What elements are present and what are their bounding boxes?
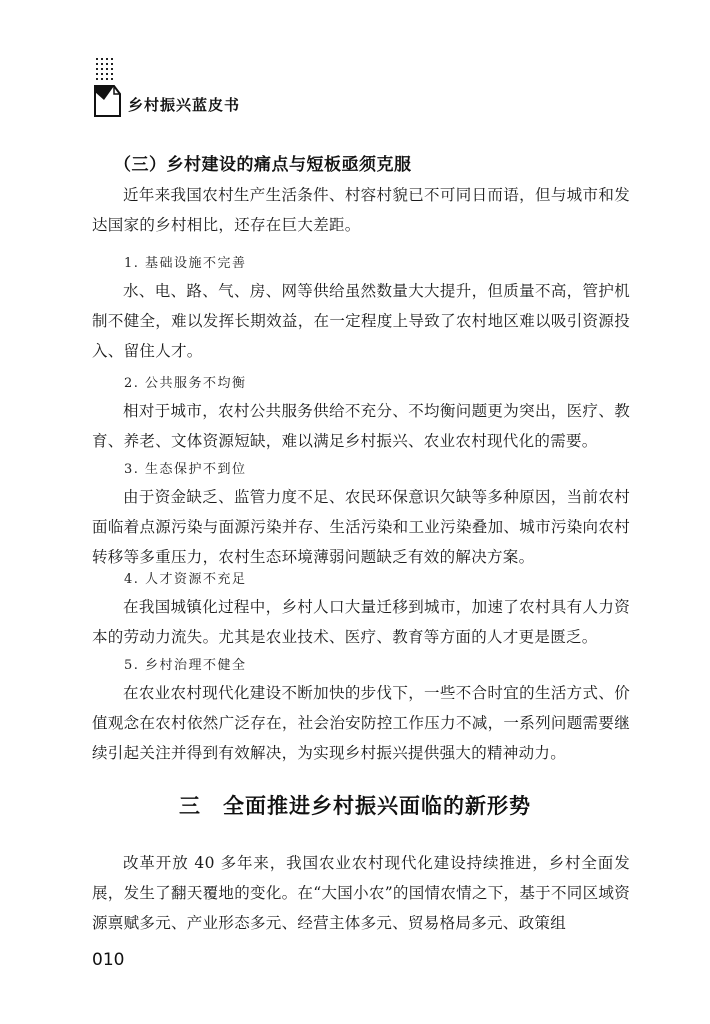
item-text-5: 在农业农村现代化建设不断加快的步伐下，一些不合时宜的生活方式、价值观念在农村依然广泛存在，社会治安防控工作压力不减，一系列问题需要继续引起关注并得到有效解决，为实现乡村振兴提供强大的精神动力。 xyxy=(92,684,630,762)
intro-paragraph: 近年来我国农村生产生活条件、村容村貌已不可同日而语，但与城市和发达国家的乡村相比，还存在巨大差距。 xyxy=(92,186,630,234)
section-paragraph: 改革开放 40 多年来，我国农业农村现代化建设持续推进，乡村全面发展，发生了翻天覆地的变化。在“大国小农”的国情农情之下，基于不同区域资源禀赋多元、产业形态多元、经营主体多元、贸易格局多元、政策组 xyxy=(92,854,630,932)
running-header xyxy=(92,58,392,118)
item-heading-5: 5. 乡村治理不健全 xyxy=(124,658,247,673)
item-text-2: 相对于城市，农村公共服务供给不充分、不均衡问题更为突出，医疗、教育、养老、文体资源短缺，难以满足乡村振兴、农业农村现代化的需要。 xyxy=(92,402,630,450)
subsection-title: （三）乡村建设的痛点与短板亟须克服 xyxy=(114,155,412,175)
item-text-4: 在我国城镇化过程中，乡村人口大量迁移到城市，加速了农村具有人力资本的劳动力流失。尤其是农业技术、医疗、教育等方面的人才更是匮乏。 xyxy=(92,598,630,646)
book-corner-icon xyxy=(92,84,122,118)
item-text-3: 由于资金缺乏、监管力度不足、农民环保意识欠缺等多种原因，当前农村面临着点源污染与面源污染并存、生活污染和工业污染叠加、城市污染向农村转移等多重压力，农村生态环境薄弱问题缺乏有效的解决方案。 xyxy=(92,488,630,566)
item-heading-1: 1. 基础设施不完善 xyxy=(124,256,247,271)
header-title: 乡村振兴蓝皮书 xyxy=(128,96,241,114)
item-text-1: 水、电、路、气、房、网等供给虽然数量大大提升，但质量不高，管护机制不健全，难以发挥长期效益，在一定程度上导致了农村地区难以吸引资源投入、留住人才。 xyxy=(92,282,630,360)
page-number: 010 xyxy=(92,950,125,970)
item-heading-4: 4. 人才资源不充足 xyxy=(124,572,247,587)
dot-grid-decoration xyxy=(96,58,118,84)
item-heading-2: 2. 公共服务不均衡 xyxy=(124,376,247,391)
section-title: 三 全面推进乡村振兴面临的新形势 xyxy=(179,794,531,818)
item-heading-3: 3. 生态保护不到位 xyxy=(124,462,247,477)
